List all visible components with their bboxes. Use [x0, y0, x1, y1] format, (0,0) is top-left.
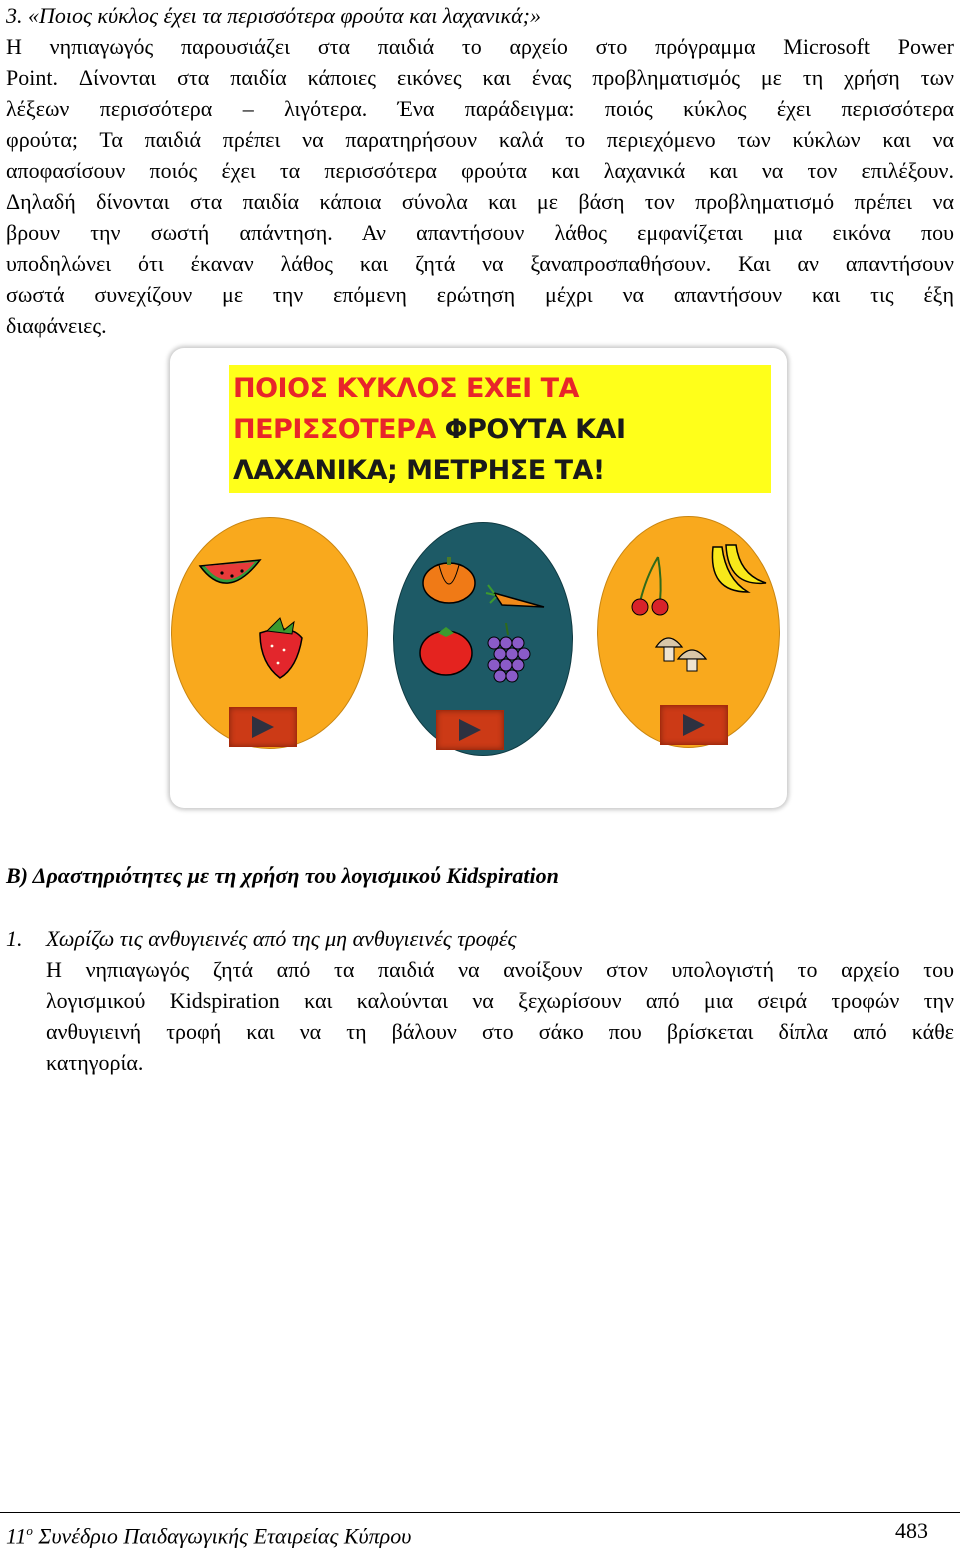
play-button-left[interactable]	[229, 707, 297, 747]
footer-conference: $11^o$ Συνέδριο Παιδαγωγικής Εταιρείας Κύπρου	[6, 1523, 412, 1549]
paragraph-line: σωστά συνεχίζουν με την επόμενη ερώτηση μέχρι να απαντήσουν και τις έξη	[6, 282, 954, 307]
slide-title-line-3: ΛΑΧΑΝΙΚΑ; ΜΕΤΡΗΣΕ ΤΑ!	[233, 455, 605, 486]
list-item-title: Χωρίζω τις ανθυγιεινές από της μη ανθυγιεινές τροφές	[46, 926, 517, 951]
paragraph-line: Η νηπιαγωγός ζητά από τα παιδιά να ανοίξουν στον υπολογιστή το αρχείο του	[46, 957, 954, 982]
section-title: 3. «Ποιος κύκλος έχει τα περισσότερα φρούτα και λαχανικά;»	[6, 3, 541, 28]
paragraph-line: λέξεων περισσότερα – λιγότερα. Ένα παράδειγμα: ποιός κύκλος έχει περισσότερα	[6, 96, 954, 121]
slide-title-line-2: ΠΕΡΙΣΣΟΤΕΡΑ ΦΡΟΥΤΑ ΚΑΙ	[233, 414, 626, 445]
paragraph-line: αποφασίσουν ποιός έχει τα περισσότερα φρούτα και λαχανικά και να τον επιλέξουν.	[6, 158, 954, 183]
play-button-right[interactable]	[660, 705, 728, 745]
footer-rule	[0, 1512, 960, 1513]
paragraph-line: φρούτα; Τα παιδιά πρέπει να παρατηρήσουν καλά το περιεχόμενο των κύκλων και να	[6, 127, 954, 152]
paragraph-line: λογισμικού Kidspiration και καλούνται να ξεχωρίσουν από μια σειρά τροφών την	[46, 988, 954, 1013]
page-number: 483	[895, 1518, 928, 1543]
paragraph-line: ανθυγιεινή τροφή και να τη βάλουν στο σάκο που βρίσκεται δίπλα από κάθε	[46, 1019, 954, 1044]
paragraph-line: Η νηπιαγωγός παρουσιάζει στα παιδιά το αρχείο στο πρόγραμμα Microsoft Power	[6, 34, 954, 59]
play-button-middle[interactable]	[436, 710, 504, 750]
paragraph-line: κατηγορία.	[46, 1050, 144, 1075]
section-heading: Β) Δραστηριότητες με τη χρήση του λογισμικού Kidspiration	[6, 863, 559, 888]
paragraph-line: βρουν την σωστή απάντηση. Αν απαντήσουν λάθος εμφανίζεται μια εικόνα που	[6, 220, 954, 245]
paragraph-line: υποδηλώνει ότι έκαναν λάθος και ζητά να ξαναπροσπαθήσουν. Και αν απαντήσουν	[6, 251, 954, 276]
list-number: 1.	[6, 926, 23, 951]
paragraph-line: Δηλαδή δίνονται στα παιδία κάποια σύνολα και με βάση τον προβληματισμό πρέπει να	[6, 189, 954, 214]
slide-title	[229, 365, 771, 493]
paragraph-line: Point. Δίνονται στα παιδία κάποιες εικόνες και ένας προβληματισμός με τη χρήση των	[6, 65, 954, 90]
slide-title-line-1: ΠΟΙΟΣ ΚΥΚΛΟΣ ΕΧΕΙ ΤΑ	[233, 373, 579, 404]
slide-preview	[170, 348, 787, 808]
paragraph-line: διαφάνειες.	[6, 313, 107, 338]
